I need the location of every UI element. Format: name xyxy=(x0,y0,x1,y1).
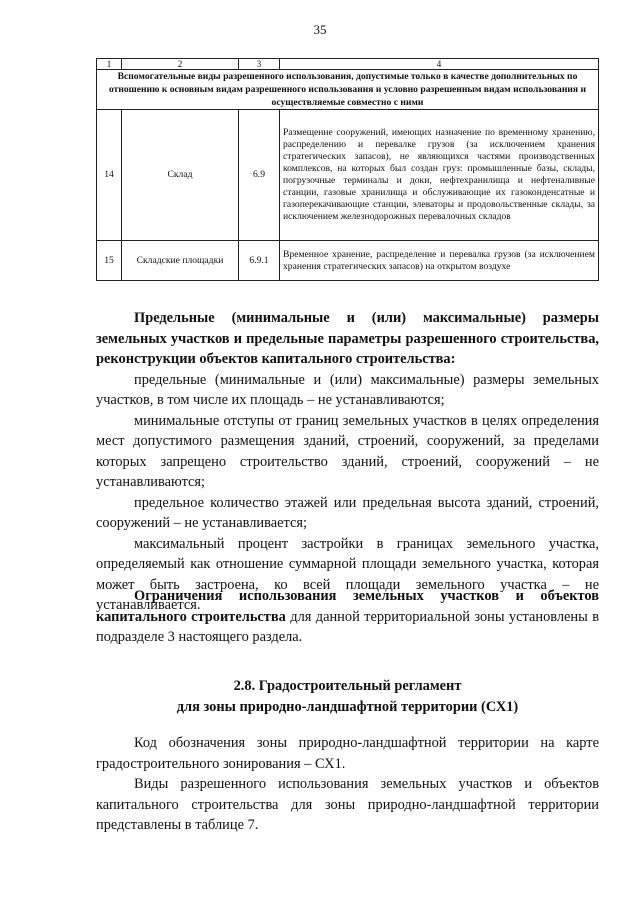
page-number: 35 xyxy=(313,22,327,37)
section-title-line-1: 2.8. Градостроительный регламент xyxy=(233,678,462,694)
table-section-row xyxy=(97,70,599,110)
table-header-row xyxy=(97,59,599,70)
section-body xyxy=(96,733,599,836)
restrictions-block xyxy=(96,586,599,648)
limit-item: предельные (минимальные и (или) максимальные) размеры земельных участков, в том числе их площадь – не устанавливаются; xyxy=(96,371,599,408)
section-paragraph: Код обозначения зоны природно-ландшафтной территории на карте градостроительного зонирования – СХ1. xyxy=(96,735,599,772)
restrictions-rest: для данной территориальной зоны установлены в подразделе 3 настоящего раздела. xyxy=(96,608,599,645)
column-number-3: 3 xyxy=(239,59,280,70)
limit-item: максимальный процент застройки в границах земельного участка, определяемый как отношение суммарной площади земельного участка, которая может быть застроена, ко всей площади земельного участка – не устанавливается. xyxy=(96,535,599,613)
limit-item: предельное количество этажей или предельная высота зданий, строений, сооружений – не устанавливается; xyxy=(96,494,599,531)
permitted-use-table xyxy=(96,58,599,281)
restrictions-bold: Ограничения использования земельных участков и объектов капитального строительства xyxy=(96,588,599,625)
use-description: Временное хранение, распределение и перевалка грузов (за исключением хранения стратегических запасов) на открытом воздухе xyxy=(280,241,599,281)
column-number-2: 2 xyxy=(122,59,239,70)
limits-block xyxy=(96,308,599,616)
use-description: Размещение сооружений, имеющих назначение по временному хранению, распределению и перевалке грузов (за исключением хранения стратегических запасов), не являющихся частями производственных комплексов, на которых был создан груз: промышленные базы, склады, погрузочные терминалы и доки, нефтехранилища и нефтеналивные станции, газовые хранилища и обслуживающие их газоконденсатные и газоперекачивающие станции, элеваторы и продовольственные склады, за исключением железнодорожных перевалочных складов xyxy=(280,110,599,241)
column-number-4: 4 xyxy=(280,59,599,70)
section-heading xyxy=(96,676,599,718)
section-title-cell: Вспомогательные виды разрешенного использования, допустимые только в качестве дополнительных по отношению к основным видам разрешенного использования и условно разрешенным видам использования и осуществляемые совместно с ними xyxy=(97,70,599,110)
limit-item: минимальные отступы от границ земельных участков в целях определения мест допустимого размещения зданий, строений, сооружений, за пределами которых запрещено строительство зданий, строений, сооружений – не устанавливаются; xyxy=(96,412,599,490)
use-name: Складские площадки xyxy=(122,241,239,281)
section-title-line-2: для зоны природно-ландшафтной территории (СХ1) xyxy=(176,699,519,715)
use-code: 6.9.1 xyxy=(239,241,280,281)
table-row xyxy=(97,110,599,241)
row-number: 14 xyxy=(97,110,122,241)
column-number-1: 1 xyxy=(97,59,122,70)
limits-heading: Предельные (минимальные и (или) максимальные) размеры земельных участков и предельные параметры разрешенного строительства, реконструкции объектов капитального строительства: xyxy=(96,310,599,367)
table-row xyxy=(97,241,599,281)
use-name: Склад xyxy=(122,110,239,241)
section-paragraph: Виды разрешенного использования земельных участков и объектов капитального строительства для зоны природно-ландшафтной территории представлены в таблице 7. xyxy=(96,776,599,833)
restrictions-paragraph xyxy=(96,586,599,648)
use-code: 6.9 xyxy=(239,110,280,241)
row-number: 15 xyxy=(97,241,122,281)
